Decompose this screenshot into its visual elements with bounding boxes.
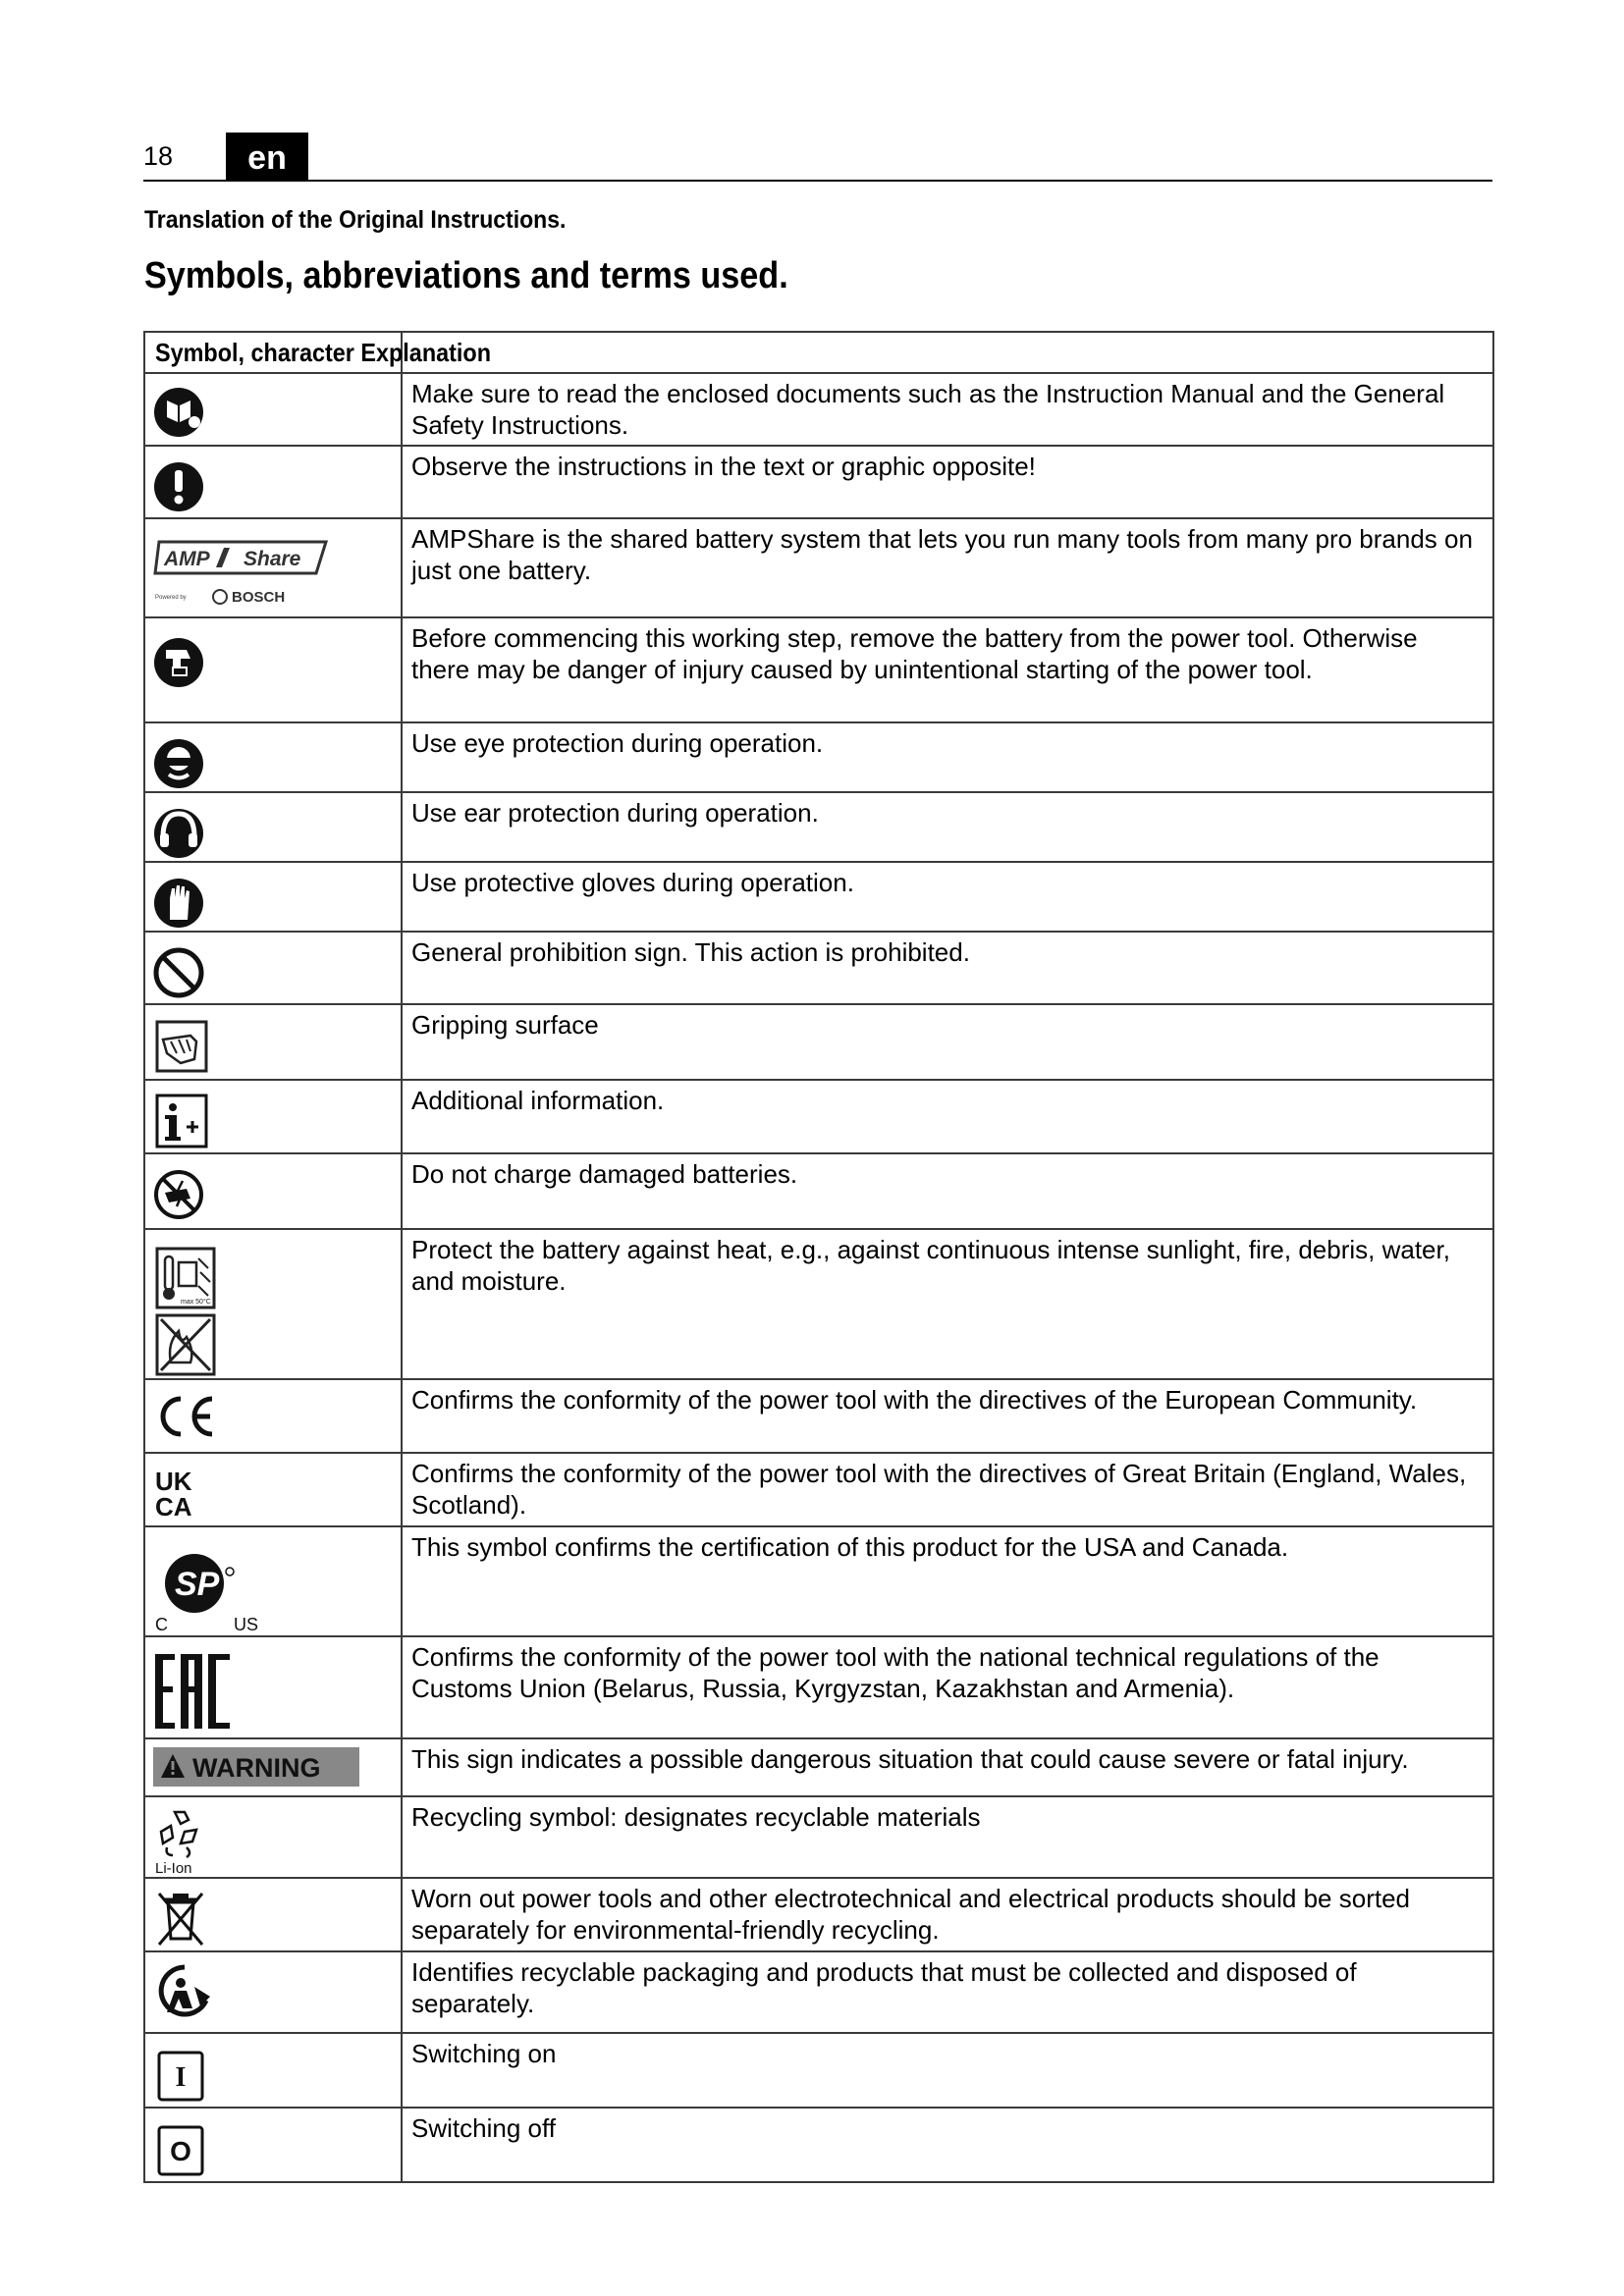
table-row xyxy=(144,1951,1493,2033)
csa-mark-c: C xyxy=(155,1615,168,1634)
gripping-surface-icon xyxy=(151,1010,214,1077)
row-explanation: Additional information. xyxy=(402,1080,1493,1153)
ampshare-logo xyxy=(151,524,338,613)
ampshare-logo-powered: Powered by xyxy=(155,595,187,601)
row-explanation: Make sure to read the enclosed documents such as the Instruction Manual and the General Safety Instructions. xyxy=(402,373,1493,446)
ampshare-logo-share: Share xyxy=(244,548,301,570)
row-explanation: Identifies recyclable packaging and products that must be collected and disposed of separately. xyxy=(402,1951,1493,2033)
row-explanation: Protect the battery against heat, e.g., against continuous intense sunlight, fire, debris, water, and moisture. xyxy=(402,1229,1493,1379)
table-header-row xyxy=(144,332,1493,373)
table-row xyxy=(144,1878,1493,1951)
row-explanation: Recycling symbol: designates recyclable materials xyxy=(402,1796,1493,1878)
table-row xyxy=(144,932,1493,1004)
page-title: Symbols, abbreviations and terms used. xyxy=(144,255,788,296)
row-explanation: Use ear protection during operation. xyxy=(402,792,1493,862)
row-explanation: AMPShare is the shared battery system that lets you run many tools from many pro brands on just one battery. xyxy=(402,518,1493,617)
row-explanation: Gripping surface xyxy=(402,1004,1493,1080)
table-row xyxy=(144,373,1493,446)
row-explanation: Switching on xyxy=(402,2033,1493,2108)
additional-info-icon xyxy=(151,1086,214,1152)
row-explanation: Confirms the conformity of the power tool with the directives of Great Britain (England, Wales, Scotland). xyxy=(402,1453,1493,1526)
ce-mark-icon xyxy=(151,1385,220,1444)
ear-protection-icon xyxy=(151,798,214,861)
row-explanation: Observe the instructions in the text or graphic opposite! xyxy=(402,446,1493,518)
row-explanation: Worn out power tools and other electrotechnical and electrical products should be sorted separately for environmental-friendly recycling. xyxy=(402,1878,1493,1951)
row-explanation: Use eye protection during operation. xyxy=(402,722,1493,792)
table-row xyxy=(144,862,1493,932)
battery-heat-icon xyxy=(151,1235,220,1378)
csa-mark-us: US xyxy=(234,1615,259,1634)
table-row xyxy=(144,1080,1493,1153)
table-row xyxy=(144,617,1493,722)
page-number: 18 xyxy=(143,141,174,171)
ampshare-logo-bosch: BOSCH xyxy=(232,589,286,606)
row-explanation: General prohibition sign. This action is prohibited. xyxy=(402,932,1493,1004)
ukca-mark-icon xyxy=(151,1459,220,1522)
table-row xyxy=(144,1738,1493,1796)
table-row xyxy=(144,1796,1493,1878)
eye-protection-icon xyxy=(151,728,214,791)
table-header: Symbol, character Explanation xyxy=(155,338,492,367)
csa-mark-icon xyxy=(151,1532,279,1634)
language-tab: en xyxy=(226,133,308,180)
table-row xyxy=(144,1229,1493,1379)
eac-mark-icon xyxy=(151,1642,249,1736)
row-explanation: Before commencing this working step, remove the battery from the power tool. Otherwise there may be danger of injury caused by unintentional starting of the power tool. xyxy=(402,617,1493,722)
switch-on-label: I xyxy=(175,2062,187,2093)
table-row xyxy=(144,1004,1493,1080)
no-charge-damaged-battery-icon xyxy=(151,1159,214,1222)
row-explanation: Do not charge damaged batteries. xyxy=(402,1153,1493,1229)
recycling-li-ion-label: Li-Ion xyxy=(155,1860,192,1877)
prohibition-icon xyxy=(151,937,214,1000)
remove-battery-icon xyxy=(151,623,214,692)
weee-bin-icon xyxy=(151,1884,220,1949)
table-row xyxy=(144,1453,1493,1526)
ukca-mark-uk: UK xyxy=(155,1467,192,1496)
table-row xyxy=(144,2033,1493,2108)
row-explanation: Confirms the conformity of the power tool with the directives of the European Community. xyxy=(402,1379,1493,1453)
svg-text:SP: SP xyxy=(175,1566,220,1603)
row-explanation: This sign indicates a possible dangerous situation that could cause severe or fatal injury. xyxy=(402,1738,1493,1796)
ampshare-logo-amp: AMP xyxy=(164,548,210,570)
row-explanation: Use protective gloves during operation. xyxy=(402,862,1493,932)
switch-off-label: O xyxy=(170,2136,191,2166)
translation-note: Translation of the Original Instructions. xyxy=(144,206,567,234)
switch-off-icon xyxy=(151,2113,214,2180)
switch-on-icon xyxy=(151,2039,214,2106)
table-row xyxy=(144,2108,1493,2182)
warning-label-text: WARNING xyxy=(192,1753,321,1783)
header-explanation-cell xyxy=(402,332,1493,373)
table-row xyxy=(144,1636,1493,1738)
row-explanation: This symbol confirms the certification of this product for the USA and Canada. xyxy=(402,1526,1493,1636)
header-symbol-cell xyxy=(144,332,492,373)
table-row xyxy=(144,792,1493,862)
row-explanation: Confirms the conformity of the power tool with the national technical regulations of the Customs Union (Belarus, Russia, Kyrgyzstan, Kazakhstan and Armenia). xyxy=(402,1636,1493,1738)
table-row xyxy=(144,1153,1493,1229)
table-row xyxy=(144,1379,1493,1453)
table-row xyxy=(144,1526,1493,1636)
header-rule xyxy=(143,180,1492,182)
table-row xyxy=(144,722,1493,792)
ukca-mark-ca: CA xyxy=(155,1492,192,1522)
gloves-icon xyxy=(151,868,214,931)
symbols-table xyxy=(143,331,1494,2183)
separate-collection-icon xyxy=(151,1957,220,2026)
battery-heat-max-temp: max 50°C xyxy=(181,1299,211,1306)
recycling-li-ion-icon xyxy=(151,1802,220,1877)
table-row xyxy=(144,518,1493,617)
row-explanation: Switching off xyxy=(402,2108,1493,2182)
read-manual-icon xyxy=(151,379,214,442)
exclamation-icon xyxy=(151,452,214,514)
table-row xyxy=(144,446,1493,518)
warning-label-icon xyxy=(151,1744,367,1789)
